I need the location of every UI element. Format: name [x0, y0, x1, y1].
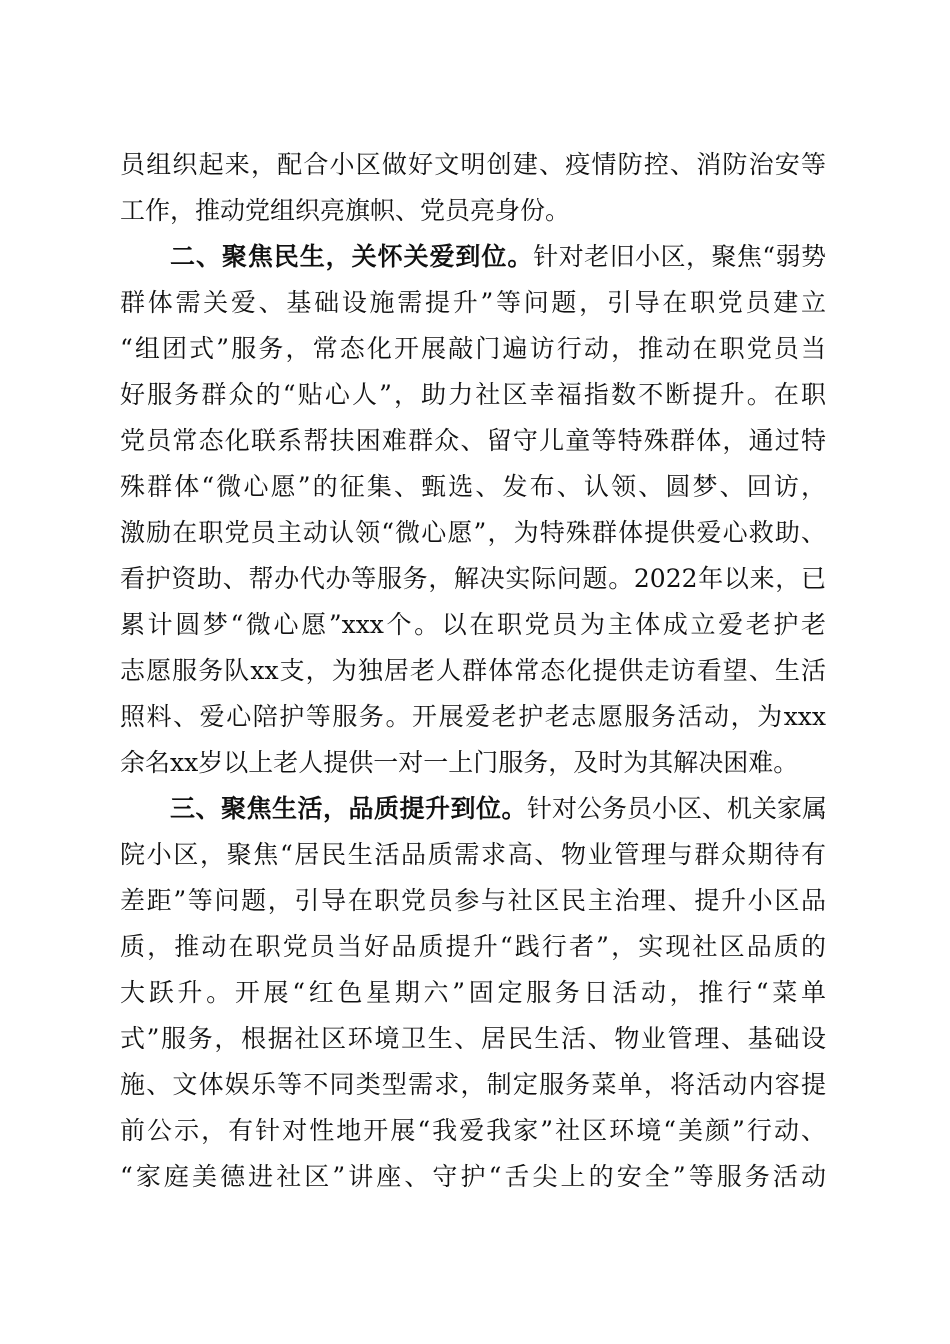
text-line: 照料、爱心陪护等服务。开展爱老护老志愿服务活动，为xxx: [120, 702, 826, 731]
text-line: 前公示，有针对性地开展“我爱我家”社区环境“美颜”行动、: [120, 1116, 826, 1145]
text-line: 殊群体“微心愿”的征集、甄选、发布、认领、圆梦、回访，: [120, 472, 826, 501]
section-2-first-line: [170, 232, 826, 282]
text-line: 好服务群众的“贴心人”，助力社区幸福指数不断提升。在职: [120, 380, 826, 409]
text-line: “家庭美德进社区”讲座、守护“舌尖上的安全”等服务活动: [120, 1162, 826, 1191]
section-3-heading: 三、聚焦生活，品质提升到位。: [170, 794, 528, 823]
text-line: 式”服务，根据社区环境卫生、居民生活、物业管理、基础设: [120, 1024, 826, 1053]
text-line: 激励在职党员主动认领“微心愿”，为特殊群体提供爱心救助、: [120, 518, 826, 547]
text-line: 工作，推动党组织亮旗帜、党员亮身份。: [120, 196, 571, 225]
section-2-lead: 针对老旧小区，聚焦“弱势: [533, 242, 826, 271]
section-3-first-line: [170, 784, 826, 834]
text-line: 员组织起来，配合小区做好文明创建、疫情防控、消防治安等: [120, 150, 826, 179]
text-line: 余名xx岁以上老人提供一对一上门服务，及时为其解决困难。: [120, 748, 799, 777]
text-line: 看护资助、帮办代办等服务，解决实际问题。2022年以来，已: [120, 564, 826, 593]
text-line: 志愿服务队xx支，为独居老人群体常态化提供走访看望、生活: [120, 656, 826, 685]
text-line: 群体需关爱、基础设施需提升”等问题，引导在职党员建立: [120, 288, 826, 317]
text-line: 累计圆梦“微心愿”xxx个。以在职党员为主体成立爱老护老: [120, 610, 826, 639]
text-line: 党员常态化联系帮扶困难群众、留守儿童等特殊群体，通过特: [120, 426, 826, 455]
text-line: “组团式”服务，常态化开展敲门遍访行动，推动在职党员当: [120, 334, 826, 363]
text-line: 质，推动在职党员当好品质提升“践行者”，实现社区品质的: [120, 932, 826, 961]
section-2-heading: 二、聚焦民生，关怀关爱到位。: [170, 242, 534, 271]
text-line: 差距”等问题，引导在职党员参与社区民主治理、提升小区品: [120, 886, 826, 915]
text-line: 院小区，聚焦“居民生活品质需求高、物业管理与群众期待有: [120, 840, 826, 869]
text-line: 施、文体娱乐等不同类型需求，制定服务菜单，将活动内容提: [120, 1070, 826, 1099]
text-line: 大跃升。开展“红色星期六”固定服务日活动，推行“菜单: [120, 978, 826, 1007]
section-3-lead: 针对公务员小区、机关家属: [527, 794, 828, 823]
